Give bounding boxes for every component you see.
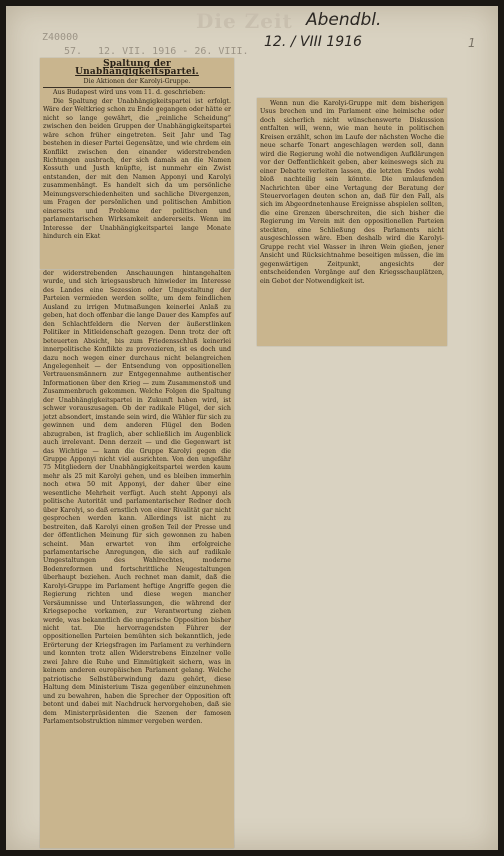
pencil-ref-dates: 12. VII. 1916 - 26. VIII. bbox=[98, 46, 249, 57]
pencil-archive-number: Z40000 bbox=[42, 32, 79, 43]
masthead-die-zeit: Die Zeit bbox=[196, 9, 293, 33]
clipping-left-top bbox=[40, 58, 234, 269]
corner-number: 1 bbox=[468, 36, 476, 50]
article-headline: Spaltung der Unabhängigkeitspartei. bbox=[75, 59, 199, 78]
article-text-right: Wenn nun die Karolyi-Gruppe mit dem bisherigen Usus brechen und im Parlament eine heimische oder doch sicherlich nicht wünschenswerte Diskussion entfalten will, wenn, wie man heute in politischen Kreisen erzählt, schon im Laufe der nächsten Woche die neue scharfe Tonart angeschlagen werden soll, dann wird die Regierung wohl die notwendigen Aufklärungen vor der Oeffentlichkeit geben, aber keineswegs sich zu einer Debatte verleiten lassen, die letzten Endes wohl bloß nachteilig sein könnte. Die umlaufenden Nachrichten über eine Vertagung der Beratung der Steuervorlagen deuten schon an, daß für den Fall, als sich im Abgeordnetenhause Ereignisse abspielen sollten, die eine Grenzen überschreiten, die sich bisher die Regierung im Verein mit den oppositionellen Parteien steckten, eine Schließung des Parlaments nicht ausgeschlossen wäre. Eben deshalb wird die Karolyi-Gruppe recht viel Wasser in ihren Wein gießen, jener Ansicht und Rücksichtnahme beseitigen müssen, die im gegenwärtigen Zeitpunkt, angesichts der entscheidenden Vorgänge auf den Kriegsschauplätzen, ein Gebot der Notwendigkeit ist. bbox=[260, 100, 444, 285]
handwritten-date: 12. / VIII 1916 bbox=[264, 34, 362, 50]
clipping-right bbox=[257, 98, 447, 346]
article-text-left-bottom: der widerstrebenden Anschauungen hintangehalten wurde, und sich kriegsausbruch hinwieder im Interesse des Landes eine Sezession oder Umgestaltung der Parteien vermieden werden sollte, um dem feindlichen Ausland zu irrigen Mutmaßungen keinerlei Anlaß zu geben, hat doch offenbar die lange Dauer des Kampfes auf den Schlachtfeldern die Nerven der äußerstlinken Politiker in Mitleidenschaft gezogen. Denn trotz der oft beteuerten Absicht, bis zum Friedensschluß keinerlei innerpolitische Konflikte zu provozieren, ist es doch und dazu noch wegen einer durchaus nicht belangreichen Angelegenheit — der Entsendung von oppositionellen Vertrauensmännern zur Entgegennahme authentischer Informationen über den Krieg — zum Zusammenstoß und Zusammenbruch gekommen. Welche Folgen die Spaltung der Unabhängigkeitspartei in Zukunft haben wird, ist schwer vorauszusagen. Ob der radikale Flügel, der sich jetzt absondert, imstande sein wird, die Wähler für sich zu gewinnen und dem anderen Flügel den Boden abzugraben, ist fraglich, aber schließlich im Augenblick auch irrelevant. Denn derzeit — und die Gegenwart ist das Wichtige — kann die Gruppe Karolyi gegen die Gruppe Apponyi nicht viel ausrichten. Von den ungefähr 75 Mitgliedern der Unabhängigkeitspartei werden kaum mehr als 25 mit Karolyi gehen, und es bleiben immerhin noch etwa 50 mit Apponyi, der daher über eine wesentliche Mehrheit verfügt. Auch steht Apponyi als politische Autorität und parlamentarischer Redner doch über Karolyi, so daß ernstlich von einer Rivalität gar nicht gesprochen werden kann. Allerdings ist nicht zu bestreiten, daß Karolyi einen großen Teil der Presse und der öffentlichen Meinung für sich gewonnen zu haben scheint. Man erwartet von ihm erfolgreiche parlamentarische Anregungen, die sich auf radikale Umgestaltungen des Wahlrechtes, moderne Bodenreformen und fortschrittliche Neugestaltungen überhaupt beziehen. Auch rechnet man damit, daß die Karolyi-Gruppe im Parlament heftige Angriffe gegen die Regierung richten und diese wegen mancher Versäumnisse und Unterlassungen, die während der Kriegsepoche vorkamen, zur Verantwortung ziehen werde, was bekanntlich die ungarische Opposition bisher nicht tat. Die hervorragendsten Führer der oppositionellen Parteien bemühten sich bekanntlich, jede Erörterung der Kriegsfragen im Parlament zu verhindern und konnten trotz allen Widerstrebens Einzelner volle zwei Jahre die Ruhe und Einmütigkeit sichern, was in keinem anderen europäischen Parlament gelang. Welche patriotische Selbstüberwindung dazu gehört, diese Haltung dem Ministerium Tisza gegenüber einzunehmen und zu bewahren, haben die Sprecher der Opposition oft betont und dabei mit Nachdruck hervorgehoben, daß sie dem Ministerpräsidenten die Szenen der famosen Parlamentsobstruktion nimmer vergeben werden. bbox=[43, 270, 231, 726]
clipping-left-bottom bbox=[40, 270, 234, 848]
article-dateline: Aus Budapest wird uns vom 11. d. geschrieben: bbox=[53, 89, 206, 97]
article-subhead: Die Aktionen der Karolyi-Gruppe. bbox=[83, 77, 191, 85]
separator-line bbox=[43, 87, 231, 88]
article-text-left-top: Die Spaltung der Unabhängigkeitspartei ist erfolgt. Wäre der Weltkrieg schon zu Ende gegangen oder hätte er nicht so lange gewährt, die „reinliche Scheidung“ zwischen den beiden Gruppen der Unabhängigkeitspartei wäre schon früher eingetreten. Seit Jahr und Tag bestehen in dieser Partei Gegensätze, und wie chrdem ein Konflikt zwischen den einander widerstrebenden Richtungen ausbrach, der sich damals an die Namen Kossuth und Justh knüpfte, ist nunmehr ein Zwist entstanden, der mit den Namen Apponyi und Karolyi zusammenhängt. Es handelt sich da um persönliche Meinungsverschiedenheiten und sachliche Divergenzen, um Fragen der persönlichen und politischen Ambition einerseits und Probleme der politischen und parlamentarischen Wirksamkeit andererseits. Wenn im Interesse der Unabhängigkeitspartei lange Monate hindurch ein Ekat bbox=[43, 97, 231, 241]
pencil-ref-left: 57. bbox=[64, 46, 83, 57]
handwritten-edition: Abendbl. bbox=[306, 10, 382, 30]
archive-sheet bbox=[6, 6, 498, 850]
